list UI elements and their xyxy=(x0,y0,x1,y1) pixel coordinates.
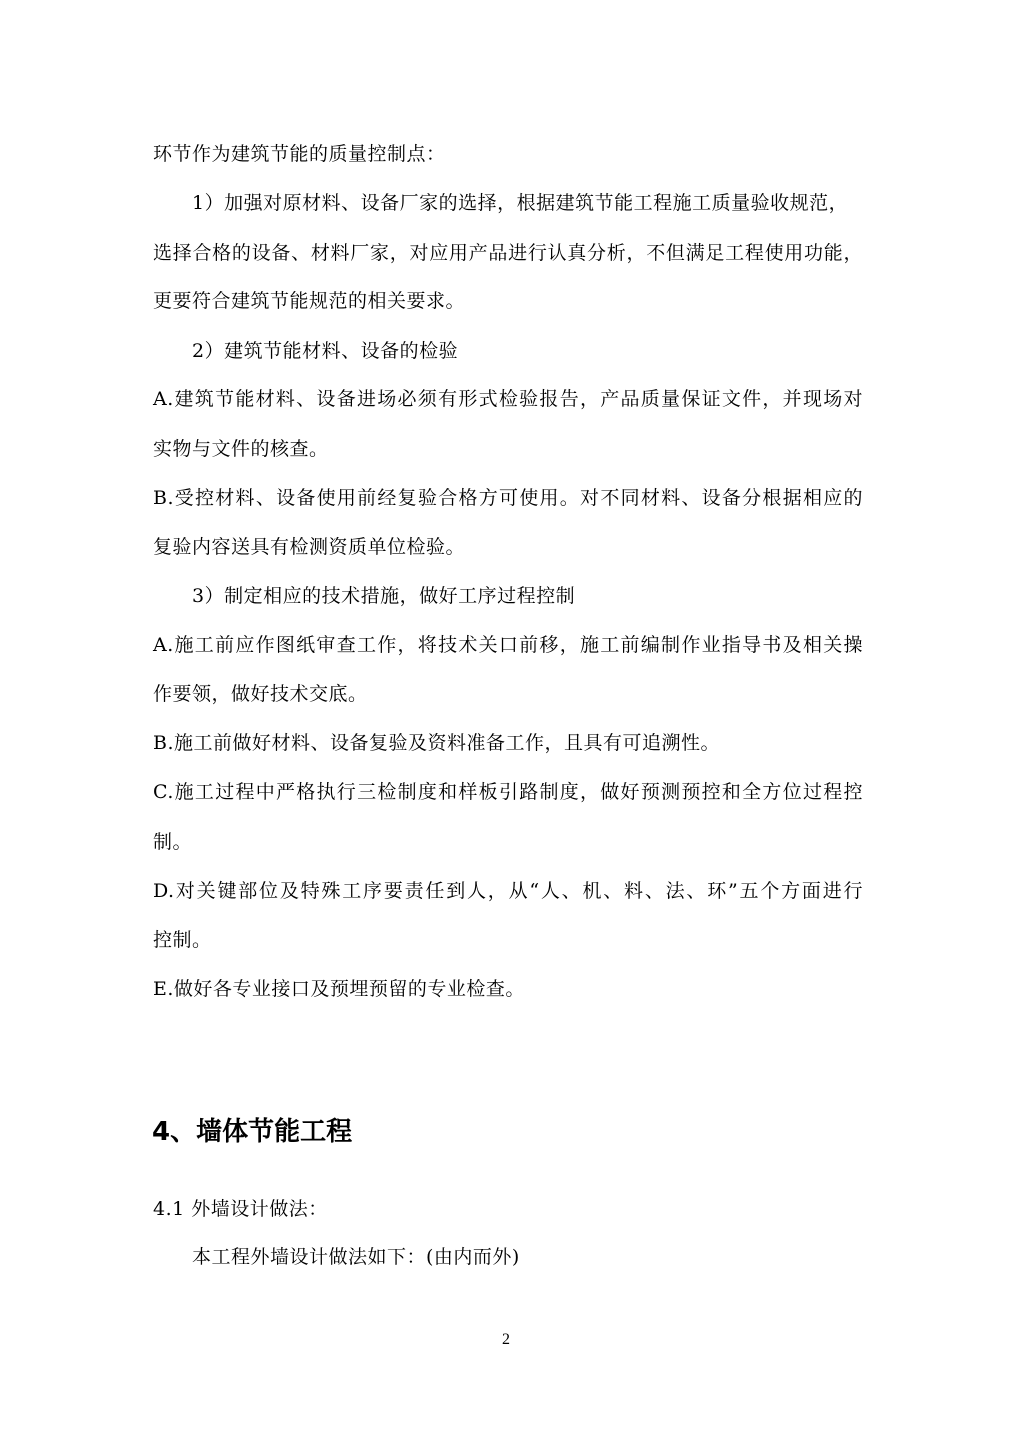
section-heading: 4、墙体节能工程 xyxy=(152,1117,353,1147)
paragraph-line: 复验内容送具有检测资质单位检验。 xyxy=(153,536,466,558)
paragraph-line: 实物与文件的核查。 xyxy=(153,438,329,460)
paragraph-line: A.建筑节能材料、设备进场必须有形式检验报告，产品质量保证文件，并现场对 xyxy=(153,388,863,410)
paragraph-line: 选择合格的设备、材料厂家，对应用产品进行认真分析，不但满足工程使用功能， xyxy=(153,242,863,264)
paragraph-line: A.施工前应作图纸审查工作，将技术关口前移，施工前编制作业指导书及相关操 xyxy=(153,634,863,656)
paragraph-line: E.做好各专业接口及预埋预留的专业检查。 xyxy=(153,978,525,1000)
paragraph-line: C.施工过程中严格执行三检制度和样板引路制度，做好预测预控和全方位过程控 xyxy=(153,781,863,803)
paragraph-line: B.施工前做好材料、设备复验及资料准备工作，且具有可追溯性。 xyxy=(153,732,721,754)
sub-heading: 4.1 外墙设计做法： xyxy=(153,1198,328,1220)
paragraph-line: 制。 xyxy=(153,831,193,853)
paragraph-line: D.对关键部位及特殊工序要责任到人，从“人、机、料、法、环”五个方面进行 xyxy=(153,880,863,902)
list-item-title: 3）制定相应的技术措施，做好工序过程控制 xyxy=(192,585,576,607)
paragraph-line: 控制。 xyxy=(153,929,212,951)
page-number: 2 xyxy=(502,1331,510,1348)
paragraph-line: 1）加强对原材料、设备厂家的选择，根据建筑节能工程施工质量验收规范， xyxy=(192,192,849,214)
paragraph-line: 更要符合建筑节能规范的相关要求。 xyxy=(153,290,466,312)
paragraph-line: 本工程外墙设计做法如下：(由内而外) xyxy=(192,1246,520,1268)
list-item-title: 2）建筑节能材料、设备的检验 xyxy=(192,340,459,362)
paragraph-line: B.受控材料、设备使用前经复验合格方可使用。对不同材料、设备分根据相应的 xyxy=(153,487,863,509)
paragraph-line: 作要领，做好技术交底。 xyxy=(153,683,368,705)
paragraph-line: 环节作为建筑节能的质量控制点： xyxy=(153,143,446,165)
